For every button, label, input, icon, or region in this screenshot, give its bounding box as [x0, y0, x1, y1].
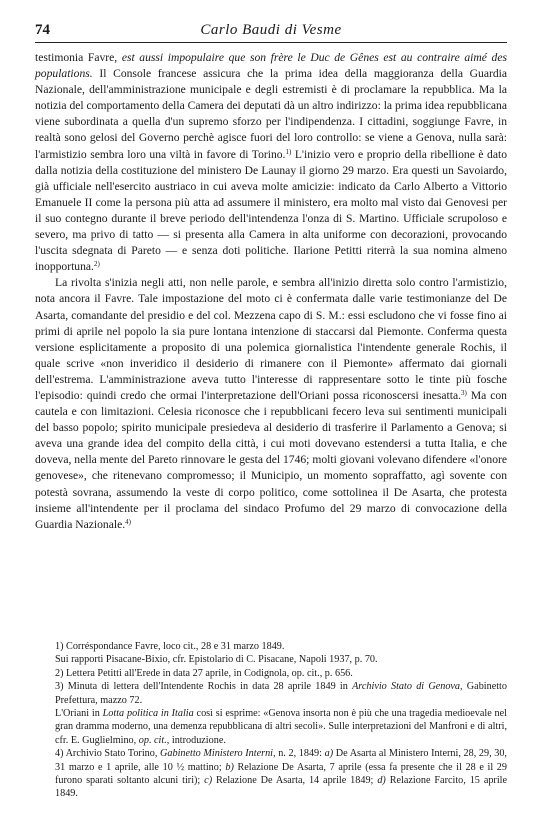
running-head: Carlo Baudi di Vesme [200, 22, 342, 38]
text-run: La rivolta s'inizia negli atti, non nelle parole, e sembra all'inizio diretta solo contro l'armistizio, nota ancora il Favre. Tale impostazione del moto ci è confermata dalle varie testimonianze del De Asarta, comandante del presidio e del col. Mezzena capo di S. M.: essi escludono che vi fosse fino ai primi di aprile nel popolo la sia pure lontana intenzione di staccarsi dal Piemonte. Conferma questa versione esplicitamente a proposito di una polemica giornalistica l'intendente generale Rochis, il quale scrive «non inveridico il desiderio di rimanere con il Piemonte» affermato dai giornali dell'estrema. L'amministrazione aveva tutto l'interesse di rappresentare sotto le tinte più fosche l'episodio: quindi credo che ormai l'interpretazione dell'Oriani possa riconoscersi inesatta. [35, 276, 507, 402]
footnote-number: 2) [55, 667, 64, 679]
footnote-1-cont [35, 653, 507, 666]
item-letter: b) [225, 761, 234, 773]
french-quote: est aussi impopulaire que son frère le Duc de Gênes est au contraire aimé des populations. [35, 51, 507, 81]
page-number: 74 [35, 22, 50, 38]
footnote-text: Relazione Farcito, 15 aprile 1849. [55, 775, 508, 800]
item-letter: c) [204, 775, 213, 787]
footnote-text: , introduzione. [166, 734, 226, 746]
footnote-text: L'Oriani in [55, 708, 103, 720]
footnote-text: n. 2, 1849: [275, 748, 325, 760]
footnote-text: , p. 656. [319, 667, 353, 679]
paragraph-1 [35, 50, 507, 275]
archive-name: Archivio Stato di Genova, [352, 681, 463, 693]
footnote-text: Minuta di lettera dell'Intendente Rochis in data 28 aprile 1849 in [67, 681, 353, 693]
footnote-text: Corréspondance Favre, loco cit., 28 e 31 marzo 1849. [66, 641, 285, 652]
footnote-text: Codignola, op. cit. [244, 667, 320, 679]
footnote-text: Relazione De Asarta, 14 aprile 1849; [212, 775, 378, 787]
footnote-ref: 4) [125, 517, 131, 526]
footnote-ref: 2) [93, 260, 100, 269]
main-text [35, 50, 507, 533]
footnote-text: Gabinetto Prefettura, mazzo 72. [55, 681, 507, 706]
paragraph-2 [35, 275, 507, 533]
header-rule [35, 42, 507, 43]
footnote-text: Relazione De Asarta, 7 aprile (essa fa presente che il 28 e il 29 furono sparati soltanto alcuni tiri); [55, 761, 507, 787]
text-run: L'inizio vero e proprio della ribellione è dato dalla notizia della costituzione del ministero De Launay il giorno 29 marzo. Era questi un Savoiardo, già ufficiale nell'esercito austriaco in cui aveva molte amicizie: indicato da Carlo Alberto a Vittorio Emanuele II come la persona più atta ad assumere il ministero, era molto mal visto dai Genovesi per il suo contegno durante il breve periodo dell'intendenza l'onza di S. Martino. Ufficiale scrupoloso e severo, ma privo di tatto — si presenta alla Camera in alta uniforme con decorazioni, provocando l'uscita sdegnata di Pareto — e senza doti politiche. Ilarione Petitti riterrà la sua nomina almeno inopportuna. [35, 147, 507, 274]
footnote-number: 1) [55, 641, 64, 652]
text-run: testimonia Favre, [35, 51, 122, 64]
footnote-text: Archivio Stato Torino, [65, 748, 161, 760]
footnote-number: 3) [55, 681, 64, 693]
archive-name: Gabinetto Ministero Interni, [160, 748, 276, 760]
op-cit: op. cit. [138, 734, 167, 746]
footnote-ref: 1) [285, 147, 292, 156]
footnote-text: De Asarta al Ministero Interni, 28, 29, 30, 31 marzo e 1 aprile, alle 10 ½ mattino; [55, 748, 507, 773]
book-title: Lotta politica in Italia [102, 708, 194, 720]
footnote-text: Lettera Petitti all'Erede in data 27 aprile, in [66, 667, 245, 679]
footnote-text: Sui rapporti Pisacane-Bixio, cfr. Epistolario di C. Pisacane, Napoli 1937, p. 70. [55, 654, 378, 666]
footnote-1 [35, 640, 507, 653]
footnote-2 [35, 667, 507, 680]
text-run: Il Console francese assicura che la prima idea della maggioranza della Guardia Nazionale, dell'amministrazione municipale e degli estremisti è di proclamare la repubblica. Ma la notizia del comportamento della Camera dei deputati dà un altro indirizzo: la prima idea repubblicana viene subordinata a quella d'un supremo sforzo per l'indipendenza. I cittadini, soggiunge Favre, in realtà sono gelosi del Governo perchè agisce fuori del loro controllo: se viene a Genova, nulla sarà: l'armistizio sembra loro una viltà in favore di Torino. [35, 67, 507, 161]
item-letter: a) [324, 748, 334, 760]
text-run: Ma con cautela e con limitazioni. Celesia riconosce che i repubblicani fecero leva sui sentimenti municipali del basso popolo; spirito municipale presiedeva al desiderio di trasferire il Parlamento a Genova; si aveva una grande idea del compito della città, i cui moti dovevano estendersi a tutta Italia, e che doveva, nella mente del Pareto rinnovare le gesta del 1746; molti giovani volevano difendere «l'onore genovese», che ritenevano compromesso; il Municipio, un momento sopraffatto, agì sovente con potestà sovrana, assumendo la veste di corpo politico, come sottolinea il De Asarta, che protesta insieme all'intendente per il proclama del sindaco Profumo del 29 marzo di convocazione della Guardia Nazionale. [35, 388, 507, 531]
footnote-number: 4) [55, 748, 64, 760]
footnote-ref: 3) [461, 388, 467, 397]
footnote-text: così si esprime: «Genova insorta non è più che una tragedia medioevale nel gran dramma moderno, una demenza repubblicana di altri secoli». Sulle interpretazioni del Manfroni e di altri, cfr. E. Guglielmino, [55, 708, 507, 746]
footnote-3 [35, 680, 507, 707]
footnote-4 [35, 747, 507, 801]
footnote-3-cont [35, 707, 507, 747]
footnotes [35, 640, 507, 801]
item-letter: d) [377, 775, 386, 787]
page-header [35, 12, 507, 42]
